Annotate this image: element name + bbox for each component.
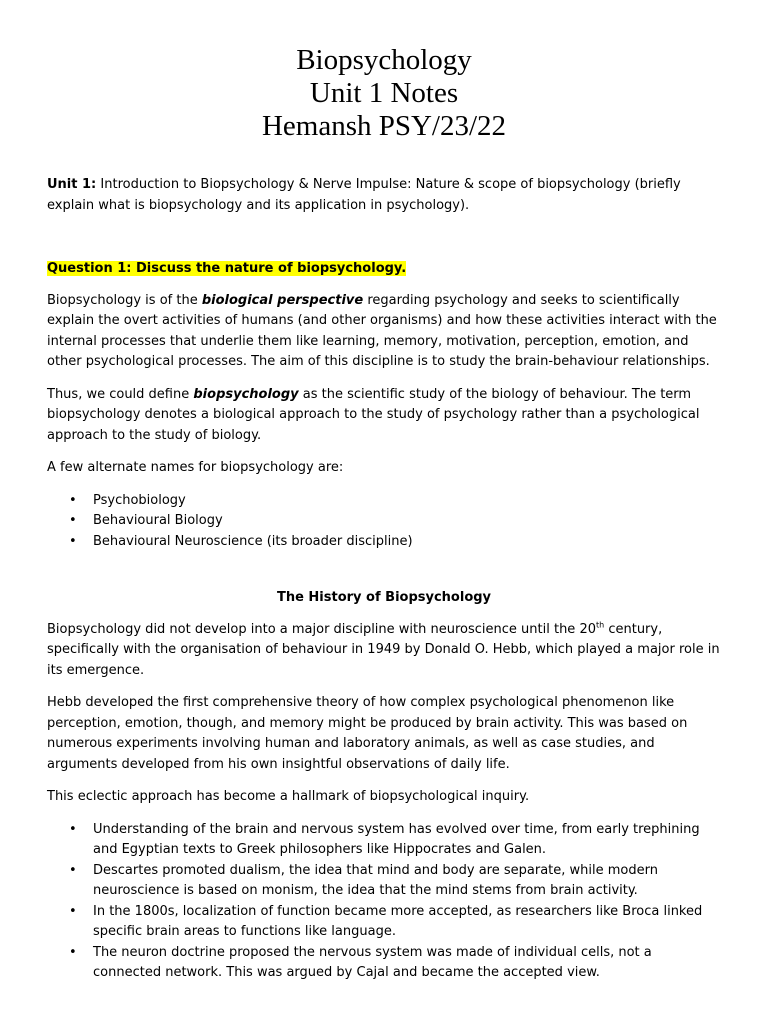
unit-description [47,175,721,216]
list-item-text: The neuron doctrine proposed the nervous system was made of individual cells, not a connected network. This was argued by Cajal and became the accepted view. [93,944,652,980]
list-item-text: In the 1800s, localization of function became more accepted, as researchers like Broca linked specific brain areas to functions like language. [93,903,703,939]
list-item [47,491,721,512]
paragraph-definition-text-b: as the scientific study of the biology of behaviour. The term biopsychology denotes a biological approach to the study of psychology rather than a psychological approach to the study of biology. [47,386,700,443]
title-line-2: Unit 1 Notes [309,77,459,109]
paragraph-definition [47,385,721,447]
paragraph-definition-text-a: Thus, we could define [47,386,194,402]
bullet-icon: • [69,492,77,508]
list-item [47,943,721,984]
bullet-icon: • [69,862,77,878]
bullet-icon: • [69,944,77,960]
alternate-names-list [47,491,721,553]
list-item-text: Psychobiology [93,492,186,508]
list-item-text: Behavioural Biology [93,513,223,528]
paragraph-hebb: Hebb developed the first comprehensive theory of how complex psychological phenomenon like perception, emotion, though, and memory might be produced by brain activity. This was based on numerous experiments involving human and laboratory animals, as well as case studies, and arguments developed from his own insightful observations of daily life. [47,695,688,772]
list-item [47,861,721,902]
paragraph-history-text-b: century, specifically with the organisation of behaviour in 1949 by Donald O. Hebb, which played a major role in its emergence. [47,621,720,678]
bullet-icon: • [69,903,77,919]
document-title [47,44,721,143]
list-item-text: Understanding of the brain and nervous system has evolved over time, from early trephining and Egyptian texts to Greek philosophers like Hippocrates and Galen. [93,821,700,857]
bullet-icon: • [69,513,77,528]
emphasis-biopsychology: biopsychology [193,386,299,402]
list-item [47,820,721,861]
paragraph-history-text-a: Biopsychology did not develop into a major discipline with neuroscience until the 20 [47,621,596,637]
question-1-text: Question 1: Discuss the nature of biopsychology. [47,261,407,276]
list-item-text: Descartes promoted dualism, the idea that mind and body are separate, while modern neuroscience is based on monism, the idea that the mind stems from brain activity. [93,862,658,898]
history-points-list [47,820,721,984]
unit-label: Unit 1: [47,177,97,192]
list-item [47,902,721,943]
superscript-th: th [595,620,605,630]
bullet-icon: • [69,821,77,837]
title-line-1: Biopsychology [296,44,472,76]
list-item-text: Behavioural Neuroscience (its broader discipline) [93,533,413,549]
list-item [47,532,721,553]
unit-text: Introduction to Biopsychology & Nerve Impulse: Nature & scope of biopsychology (briefly explain what is biopsychology and its application in psychology). [47,177,681,213]
list-item [47,511,721,532]
paragraph-nature [47,291,721,373]
paragraph-nature-text-a: Biopsychology is of the [47,292,202,308]
emphasis-biological-perspective: biological perspective [201,292,364,308]
bullet-icon: • [69,533,77,549]
question-heading [47,259,721,280]
paragraph-history-intro [47,620,721,682]
paragraph-eclectic: This eclectic approach has become a hallmark of biopsychological inquiry. [47,789,530,804]
title-line-3: Hemansh PSY/23/22 [261,110,507,142]
paragraph-alternate-names: A few alternate names for biopsychology are: [47,460,344,475]
section-heading-history: The History of Biopsychology [276,590,492,605]
paragraph-nature-text-b: regarding psychology and seeks to scientifically explain the overt activities of humans (and other organisms) and how these activities interact with the internal processes that underlie them like learning, memory, motivation, perception, emotion, and other psychological processes. The aim of this discipline is to study the brain-behaviour relationships. [47,292,717,369]
